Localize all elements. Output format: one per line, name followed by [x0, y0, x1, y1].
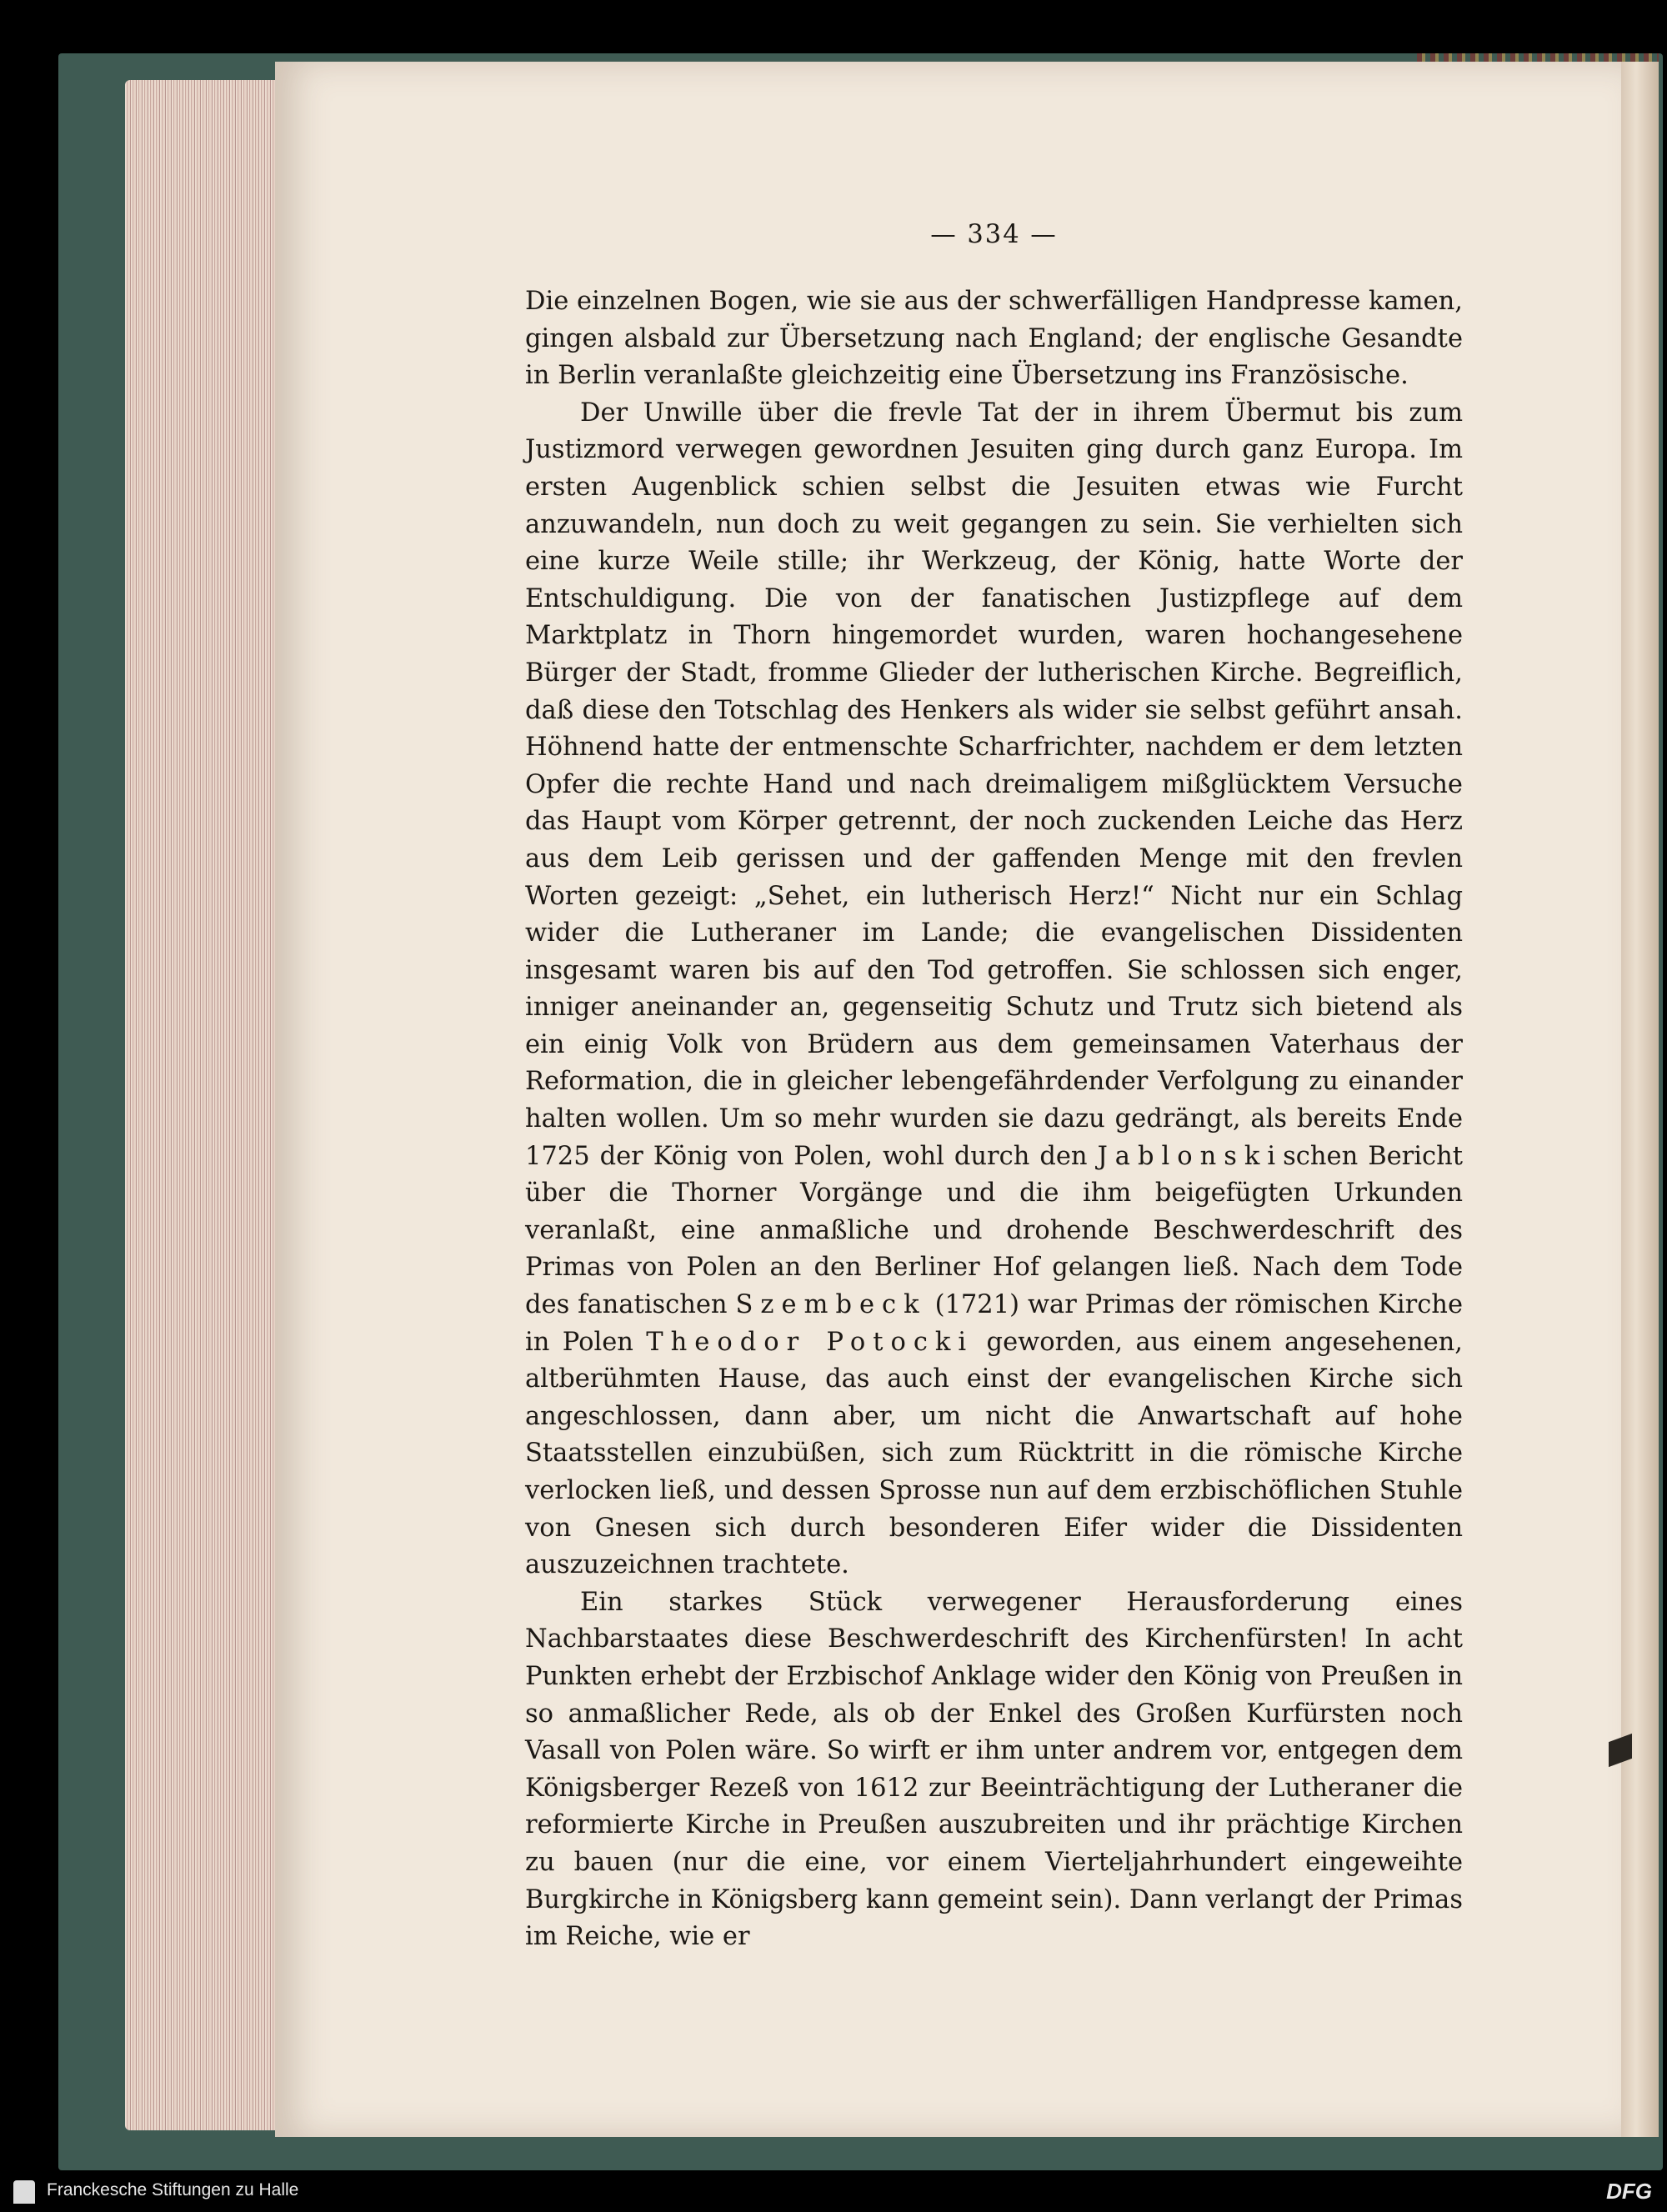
- page-edges: [125, 80, 290, 2130]
- paragraph-3: [525, 1584, 1463, 1956]
- institution-name: Franckesche Stiftungen zu Halle: [47, 2180, 299, 2199]
- name-jablonski: Jablonski: [1097, 1141, 1284, 1171]
- paragraph-2d-text: geworden, aus einem angesehenen, altberühmten Hause, das auch einst der evangelischen Kirche sich angeschlossen, dann aber, um nicht die Anwartschaft auf hohe Staatsstellen einzubüßen, sich zum Rücktritt in die römische Kirche verlocken ließ, und dessen Sprosse nun auf dem erzbischöflichen Stuhle von Gnesen sich durch besonderen Eifer wider die Dissidenten auszuzeichnen trachtete.: [525, 1327, 1463, 1580]
- page-number: — 334 —: [930, 220, 1058, 249]
- paragraph-2-text: Der Unwille über die frevle Tat der in ihrem Übermut bis zum Justizmord verwegen gewordnen Jesuiten ging durch ganz Europa. Im ersten Augenblick schien selbst die Jesuiten etwas wie Furcht anzuwandeln, nun doch zu weit gegangen zu sein. Sie verhielten sich eine kurze Weile stille; ihr Werkzeug, der König, hatte Worte der Entschuldigung. Die von der fanatischen Justizpflege auf dem Marktplatz in Thorn hingemordet wurden, waren hochangesehene Bürger der Stadt, fromme Glieder der lutherischen Kirche. Begreiflich, daß diese den Totschlag des Henkers als wider sie selbst geführt ansah. Höhnend hatte der entmenschte Scharfrichter, nachdem er dem letzten Opfer die rechte Hand und nach dreimaligem mißglücktem Versuche das Haupt vom Körper getrennt, der noch zuckenden Leiche das Herz aus dem Leib gerissen und der gaffenden Menge mit den frevlen Worten gezeigt: „Sehet, ein lutherisch Herz!“ Nicht nur ein Schlag wider die Lutheraner im Lande; die evangelischen Dissidenten insgesamt waren bis auf den Tod getroffen. Sie schlossen sich enger, inniger aneinander an, gegenseitig Schutz und Trutz sich bietend als ein einig Volk von Brüdern aus dem gemeinsamen Vaterhaus der Reformation, die in gleicher lebengefährdender Verfolgung zu einander halten wollen. Um so mehr wurden sie dazu gedrängt, als bereits Ende 1725 der König von Polen, wohl durch den: [525, 398, 1463, 1171]
- institution-logo-icon: [13, 2180, 35, 2204]
- line-1: Die einzelnen Bogen, wie sie aus der schwerfälligen Handpresse kamen,: [525, 287, 1463, 316]
- paragraph-2c-text: (1721) war Primas der römischen Kirche in Polen: [525, 1290, 1463, 1357]
- name-szembeck: Szembeck: [735, 1290, 927, 1320]
- paragraph-1: [525, 283, 1463, 395]
- line-2: gingen alsbald zur Übersetzung nach England; der englische Gesandte in: [525, 323, 1463, 391]
- page-text: [525, 220, 1463, 1956]
- line-3: Berlin veranlaßte gleichzeitig eine Übersetzung ins Französische.: [558, 361, 1409, 391]
- paragraph-2b-text: schen Bericht über die Thorner Vorgänge und die ihm beigefügten Urkunden veranlaßt, eine anmaßliche und drohende Beschwerdeschrift des Primas von Polen an den Berliner Hof gelangen ließ. Nach dem Tode des fanatischen: [525, 1141, 1463, 1320]
- paragraph-2: [525, 395, 1463, 1584]
- name-potocki: Theodor Potocki: [646, 1327, 974, 1357]
- dfg-logo: DFG: [1606, 2179, 1652, 2204]
- facing-page-edge: [1621, 62, 1659, 2137]
- paragraph-3-text: Ein starkes Stück verwegener Herausforderung eines Nachbarstaates diese Beschwerdeschrift des Kirchenfürsten! In acht Punkten erhebt der Erzbischof Anklage wider den König von Preußen in so anmaßlicher Rede, als ob der Enkel des Großen Kurfürsten noch Vasall von Polen wäre. So wirft er ihm unter andrem vor, entgegen dem Königsberger Rezeß von 1612 zur Beeinträchtigung der Lutheraner die reformierte Kirche in Preußen auszubreiten und ihr prächtige Kirchen zu bauen (nur die eine, vor einem Vierteljahrhundert eingeweihte Burgkirche in Königsberg kann gemeint sein). Dann verlangt der Primas im Reiche, wie er: [525, 1587, 1463, 1952]
- viewer-footer: [0, 2172, 1667, 2212]
